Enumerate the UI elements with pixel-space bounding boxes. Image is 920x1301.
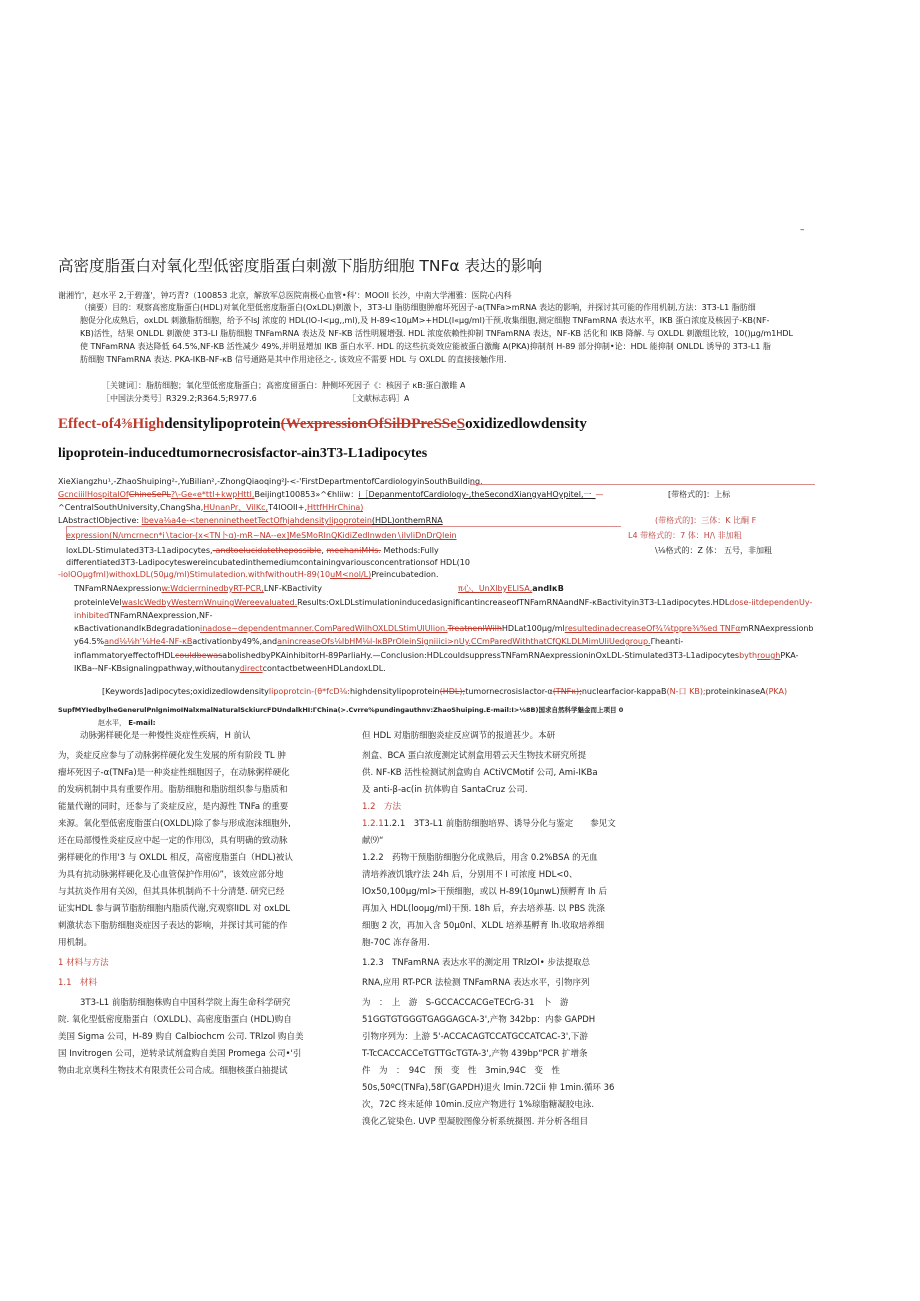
english-abstract-line-6 — [74, 583, 322, 594]
body-line: RNA,应用 RT-PCR 法检测 TNFamRNA 表达水平，引物序列 — [362, 978, 590, 988]
body-line: 胞-70C 冻存备用. — [362, 938, 430, 948]
title-fragment-deleted: (Wexpression — [280, 416, 368, 432]
title-fragment: oxidizedlowdensity — [465, 416, 587, 432]
body-line — [362, 817, 616, 831]
title-fragment: S — [456, 416, 466, 432]
aff-fragment: HttfHHrChina) — [307, 503, 364, 512]
kw-fragment: [Keywords]adipocytes;oxidizedlowdensity — [102, 687, 269, 696]
kw-fragment: (PKA) — [765, 687, 788, 696]
body-line: 再加入 HDL(looμg∕ml)干预. 18h 后，弃去培养基. 以 PBS 洗涤 — [362, 904, 605, 914]
abs-fragment: loxLDL-Stimulated3T3-L1adipocytes, — [66, 546, 213, 555]
body-line: 还在局部慢性炎症反应中起一定的作用⑶，具有明确的致动脉 — [58, 836, 288, 846]
english-abstract-line-7 — [74, 597, 812, 608]
english-abstract-line-12 — [74, 663, 386, 674]
abs-fragment: , — [321, 546, 324, 555]
body-line: 1.2.3 TNFamRNA 表达水平的测定用 TRlzOl• 步法提取总 — [362, 958, 590, 968]
english-abstract-line-11 — [74, 650, 798, 661]
english-title-line-1 — [58, 414, 587, 434]
abs-fragment: ComParedWilhOXLDLStimUlUlion. — [314, 624, 448, 633]
body-line: T-TcCACCACCeTGTTGcTGTA-3',产物 439bp“PCR 扩增条 — [362, 1049, 588, 1059]
body-line: 来源。氧化型低密度脂蛋白(OXLDL)除了参与形成泡沫细胞外, — [58, 819, 291, 829]
abs-fragment: lipoprotein — [329, 516, 372, 525]
body-line: 供. NF-KB 活性检测试剂盒购自 ACtiVCMotif 公司, Ami-IKBa — [362, 768, 598, 778]
abs-fragment: Ofhjahdensity — [273, 516, 330, 525]
abs-fragment: contactbetweenHDLandoxLDL. — [262, 664, 386, 673]
revision-connector — [66, 526, 621, 527]
abs-fragment: Signiiici>nUy.CCmParedWiththatCfQKLDLMimUliUedgroup. — [416, 637, 651, 646]
abs-fragment: -iolOOμgfml)withoxLDL(50μg∕ml)Stimulatedion.withfwithoutH-89(10 — [58, 570, 331, 579]
body-line: 国 Invitrogen 公司，逆转录试剂盒购自美国 Promega 公司•'引 — [58, 1049, 302, 1059]
body-line: 证实HDL 参与调节脂肪细胞内脂质代谢,究观察lIDL 对 oxLDL — [58, 904, 291, 914]
abs-fragment: inflammatoryeffectofHDL — [74, 651, 176, 660]
format-comment-font: (带格式的]：三体：K 比酮 F — [655, 516, 757, 525]
classification-cn: ［中国法分类号］R329.2;R364.5;R977.6 — [102, 394, 257, 403]
aff-fragment: — — [595, 490, 604, 499]
english-abstract-line-2 — [66, 530, 457, 541]
body-line: 院. 氧化型低密度脂蛋白（OXLDL)、高密度脂蛋白 (HDL)购自 — [58, 1015, 292, 1025]
abs-fragment: inhibited — [74, 611, 110, 620]
aff-fragment: T4IOOII+, — [268, 503, 308, 512]
kw-fragment: proteinkinaseA — [705, 687, 766, 696]
body-line: 及 anti-β-ac(in 抗体购自 SantaCruz 公司. — [362, 785, 528, 795]
subsection-heading: 1.2 方法 — [362, 802, 402, 812]
abs-fragment: TNFamRNAexpression,NF- — [109, 611, 213, 620]
body-line: 为具有抗动脉粥样硬化及心血管保护作用⑹”，该效应部分地 — [58, 870, 284, 880]
body-line: 为，炎症反应参与了动脉粥样硬化发生发展的所有阶段 TL 肿 — [58, 751, 286, 761]
kw-fragment: 口 — [678, 687, 687, 696]
abs-fragment: waslcWedbyWesternWnuingWereevaluated. — [121, 598, 298, 607]
body-line: 51GGTGTGGGTGAGGAGCA-3',产物 342bp：内参 GAPDH — [362, 1015, 596, 1025]
kw-fragment-deleted: (TNFκ); — [552, 687, 582, 696]
kw-fragment: lipoprotcin-(θ*fcD⅛: — [268, 687, 350, 696]
corner-dash-mark: – — [800, 225, 805, 235]
aff-fragment: ^CentralSouthUniversity,ChangSha, — [58, 503, 204, 512]
body-line: 件 为 ： 94C 预 变 性 3min,94C 变 性 — [362, 1066, 560, 1076]
abstract-cn-line: KB)活性，结果 ONLDL 刺激使 3T3-LI 脂肪细胞 TNFamRNA 表达及 NF-KB 活性明履增强. HDL 浓度依赖性抑制 TNFamRNA 表达，NF-KB 活化和 IKB 降解. 与 OXLDL 刺激组比较，10()μg∕m1HDL — [80, 329, 794, 338]
kw-fragment: tumornecrosislactor-α — [465, 687, 553, 696]
english-abstract-line-4: differentiated3T3-Ladipocyteswereincubatedinthemediumcontainingvariousconcentrationsof HDL(10 — [66, 558, 470, 567]
body-line: 次，72C 终末延伸 10min.反应产物进行 1%琼脂糖凝胶电泳. — [362, 1100, 595, 1110]
english-abstract-line-10 — [74, 636, 683, 647]
abs-fragment: LAbstractlObjective: — [58, 516, 140, 525]
abs-fragment: uM<nol/L) — [330, 570, 372, 579]
section-heading: 1 材料与方法 — [58, 958, 109, 968]
abs-fragment-deleted: -andtoelucidatethepossible — [212, 546, 322, 555]
english-abstract-line-3 — [66, 545, 439, 556]
english-authors: XieXiangzhu¹,-ZhaoShuiping²-,YuBilian²,-ZhongQiaoqing²J-<-'FirstDepartmentofCardiologyinSouthBuilding, — [58, 477, 483, 486]
abstract-cn-line: （摘要）目的：观察高密度脂蛋白(HDL)对氧化型低密度脂蛋白(OxLDL)刺激卜，3T3-LI 脂肪细胞肿瘤坏死因子-a(TNFa>mRNA 表达的影响，并探讨其可能的作用机制,方法：3T3-L1 脂肪细 — [80, 303, 756, 312]
abs-fragment: activationby49%,and — [192, 637, 278, 646]
kw-fragment: KB); — [689, 687, 706, 696]
page-title: 高密度脂蛋白对氧化型低密度脂蛋白刺激下脂肪细胞 TNFα 表达的影响 — [58, 257, 543, 275]
abs-fragment: π心、UnXlbyELlSA, — [458, 584, 533, 593]
format-comment-bold: L4 带格式的：7 体：H∕\ 非加粗 — [628, 531, 742, 540]
abs-fragment: and⅛⅛h'⅛He4-NF-κB — [104, 637, 193, 646]
abs-fragment: lbeva⅛a4e-<tenenninetheetTect — [141, 516, 274, 525]
abs-fragment: mRNAexpressionb — [740, 624, 814, 633]
abs-fragment: proteinleVel — [74, 598, 122, 607]
aff-fragment-deleted: ChineSePL — [128, 490, 171, 499]
aff-fragment: ?\-Ge«e*ttl+kwpHttl, — [170, 490, 255, 499]
body-line: 能量代谢的同时，还参与了炎症反应，是内源性 TNFa 的重要 — [58, 802, 289, 812]
abs-fragment: anincreaseOfs⅛IbHM⅛l-IκBPrOlein — [277, 637, 417, 646]
abs-fragment: PKA- — [780, 651, 799, 660]
abs-fragment: direct — [239, 664, 263, 673]
abs-fragment: Preincubatedion. — [371, 570, 439, 579]
english-keywords — [102, 686, 787, 697]
subsection-heading: 1.1 材料 — [58, 978, 98, 988]
title-fragment: densitylipoprotein — [164, 416, 281, 432]
correspondence-email-label: E-mail: — [128, 719, 156, 727]
body-line: 与其抗炎作用有关⑻，但其具体机制尚不十分清楚. 研究已经 — [58, 887, 285, 897]
funding-note: SupfMYIedbylheGenerulPnlgnimoINalxmalNaturalSckiurcFDUndalkHI:ΓChina(>.Cvrre%pundingauthnv:ZhaoShuiping.E-mail:I>⅛8B)国求自然科学魅金而上项目 0 — [58, 706, 624, 714]
kw-fragment: (N- — [666, 687, 679, 696]
body-line: 瘤坏死因子-α(TNFa)是一种炎症性细胞因子，在动脉粥样硬化 — [58, 768, 290, 778]
body-line: 细胞 2 次，再加入含 50μ0nl、XLDL 培养基孵育 lh.收取培养细 — [362, 921, 605, 931]
body-line: 剂盒、BCA 蛋白浓度测定试剂盒用碧云天生物技术研究所提 — [362, 751, 587, 761]
document-id-cn: ［文献标志码］A — [348, 394, 410, 403]
body-line: lOx50,100μg∕ml>干预细胞，或以 H-89(10μnwL)预孵育 Ih 后 — [362, 887, 607, 897]
abs-fragment-deleted: meehaniMHs. — [326, 546, 381, 555]
kw-fragment: highdensitylipoprotein — [349, 687, 440, 696]
format-comment-superscript: [带格式的]：上标 — [668, 490, 731, 499]
english-abstract-line-6b — [458, 583, 564, 594]
aff-fragment: i［DepanmentofCardiology-,theSecondXiangyaHOypitel,一_ — [358, 490, 596, 499]
body-line: 50s,50ºC(TNFa),58Γ(GAPDH)退火 lmin.72Cii 伸 1min.循环 36 — [362, 1083, 615, 1093]
abs-fragment: IKBa--NF-KBsignalingpathway,withoutany — [74, 664, 240, 673]
affiliation-line-1 — [58, 489, 604, 500]
body-line: 但 HDL 对脂肪细胞炎症反应调节的报道甚少。本研 — [362, 731, 556, 741]
body-line: 粥样硬化的作用'3 与 OXLDL 相反，高密度脂蛋白（HDL)被认 — [58, 853, 293, 863]
abstract-cn-line: 肪细胞 TNFamRNA 表达. PKA-IKB-NF-κB 信号通路是其中作用途径之-, 该效应不需要 HDL 与 OXLDL 的直接接触作用. — [80, 355, 507, 364]
abstract-cn-line: 胞促分化成熟后，oxLDL 刺激脂肪细胞，给予不lsJ 浓度的 HDL(lO-I<μg,,ml),及 H-89<10μM>+HDL(l«μg∕ml)干预,收集细胞,测定细胞 TNFamRNA 表达水平，IKB 蛋白浓度及核因子-KB(NF- — [80, 316, 770, 325]
abs-fragment: resultedinadecreaseOf¾⅞tppre⅜%ed TNFα — [564, 624, 741, 633]
abs-fragment: degradation — [151, 624, 201, 633]
abs-fragment: Results:OxLDLstimulationinducedasignificantincreaseofTNFamRNAandNF-κBactivityin3T3-L1adipocytes.HDL — [297, 598, 730, 607]
abs-fragment-deleted: couldbewas — [175, 651, 223, 660]
abs-fragment: TNFamRNAexpression — [74, 584, 162, 593]
abs-fragment: expression(N∕ιmcrnecn*i∖tacior-(x<TN卜ɑ)-mR~NA--ex]MeSMoRIn — [66, 531, 331, 540]
abs-fragment: abolishedbyPKAinhibitorH-89ParliaHy.—Conclusion:HDLcouldsuppressTNFamRNAexpressioninOxLDL-Stimulated3T3-L1adipocytes — [222, 651, 740, 660]
revision-connector — [470, 484, 815, 485]
abs-fragment: Γheanti- — [650, 637, 684, 646]
english-title-line-2: lipoprotein-inducedtumornecrosisfactor-ain3T3-L1adipocytes — [58, 446, 428, 461]
body-line: 为 ： 上 游 S-GCCACCACGeTECrG-31 卜 游 — [362, 998, 569, 1008]
abs-fragment: w:WdcierrninedbyRT-PCR, — [161, 584, 264, 593]
body-line: 清培养液饥饿疗法 24h 后，分别用不 I 可浓度 HDL<0、 — [362, 870, 578, 880]
title-fragment-deleted: SilDPreSSe — [383, 416, 457, 432]
aff-fragment: GcnciiilHospitalOf — [58, 490, 129, 499]
body-line: 1.2.2 药物干预脂肪细胞分化成熟后，用含 0.2%BSA 的无血 — [362, 853, 598, 863]
body-line: 动脉粥样硬化是一种慢性炎症性疾病，H 前认 — [80, 731, 251, 741]
english-abstract-line-9 — [74, 623, 814, 634]
author-line: 谢湘竹'，赵水平 2,于碧蓬'，钟巧青?（100853 北京，解放军总医院南极心血管•科'：MOOII 长沙，中南大学湘雅：医院心内科 — [58, 291, 512, 300]
body-line: 用机制。 — [58, 938, 93, 948]
correspondence-note — [98, 719, 156, 728]
affiliation-line-2 — [58, 502, 363, 513]
aff-fragment: HUnanPr、VilKc, — [203, 503, 269, 512]
aff-fragment: Beijingt100853»^€hliiw： — [254, 490, 359, 499]
abs-fragment-deleted: TreatnenlWilh — [447, 624, 502, 633]
abs-fragment: rough — [757, 651, 781, 660]
keywords-cn: ［关键词］：脂肪细胞；氧化型低密度脂蛋白；高密度留蛋白：肿侧坏死因子《：核因子 κB:蛋白激睢 A — [102, 381, 466, 390]
body-line: 刺激状态下脂肪细胞炎症因子表达的影响，并探讨其可能的作 — [58, 921, 288, 931]
abs-fragment: LNF-KBactivity — [263, 584, 322, 593]
english-abstract-line-1 — [58, 515, 443, 526]
abstract-cn-line: 使 TNFamRNA 表达降低 64.5%,NF-KB 活性减少 49%,并明显增加 IKB 蛋白水平. HDL 的这些抗炎效应能被蛋白激酶 A(PKA)抑制剂 H-89 部分抑制•论：HDL 能抑制 ONLDL 诱导的 3T3-L1 脂 — [80, 342, 771, 351]
abs-fragment: y64.5% — [74, 637, 105, 646]
correspondence-name: 赵水平， — [98, 719, 126, 727]
title-fragment: Effect-of4⅜High — [58, 416, 165, 432]
format-comment-fragment: \⅛格式的：Z 体： — [655, 546, 722, 555]
kw-fragment-deleted: (HDL); — [439, 687, 466, 696]
abs-fragment: andIκB — [532, 584, 564, 593]
body-line: 献⑼“ — [362, 836, 384, 846]
body-line: 的发病机制中具有重要作用。脂肪细胞和脂肪组织参与脂质和 — [58, 785, 288, 795]
abs-fragment: (HDL)onthemRNA — [371, 516, 443, 525]
abs-fragment: Methods:Fully — [383, 546, 439, 555]
format-comment-size — [655, 545, 772, 556]
subsection-number: 1.2.1 — [362, 819, 384, 829]
body-line: 3T3-L1 前脂肪细胞株购自中国科学院上海生命科学研究 — [80, 998, 291, 1008]
kw-fragment: nuclearfacior-kappaB — [581, 687, 667, 696]
abs-fragment: inadose~dependentmanner. — [200, 624, 315, 633]
body-line: 引物序列为：上游 5'-ACCACAGTCCATGCCATCAC-3',下游 — [362, 1032, 588, 1042]
abs-fragment: byth — [739, 651, 758, 660]
title-fragment-deleted: Of — [367, 416, 384, 432]
format-comment-fragment: 五号，非加粗 — [724, 546, 773, 555]
english-abstract-line-8 — [74, 610, 213, 621]
abs-fragment: κBactivationandIκB — [74, 624, 152, 633]
body-line: 物由北京奥科生物技术有限责任公司合成。细胞核蛋白抽提试 — [58, 1066, 288, 1076]
abs-fragment: HDLat100μg∕ml — [501, 624, 565, 633]
english-abstract-line-5 — [58, 569, 439, 580]
body-fragment: 1.2.1 3T3-L1 前脂肪细胞培界、诱导分化与鉴定 参见文 — [383, 819, 616, 829]
body-line: 溴化乙锭染色. UVP 型凝胶图像分析系统摄图. 并分析各组目 — [362, 1117, 589, 1127]
abs-fragment: QKidiZedlnwden∖ilvliDnDrQlein — [330, 531, 457, 540]
abs-fragment: dose-iitdependenUy- — [729, 598, 813, 607]
body-line: 美国 Sigma 公司，H-89 购自 Calbiochcm 公司. TRlzol 购自美 — [58, 1032, 304, 1042]
